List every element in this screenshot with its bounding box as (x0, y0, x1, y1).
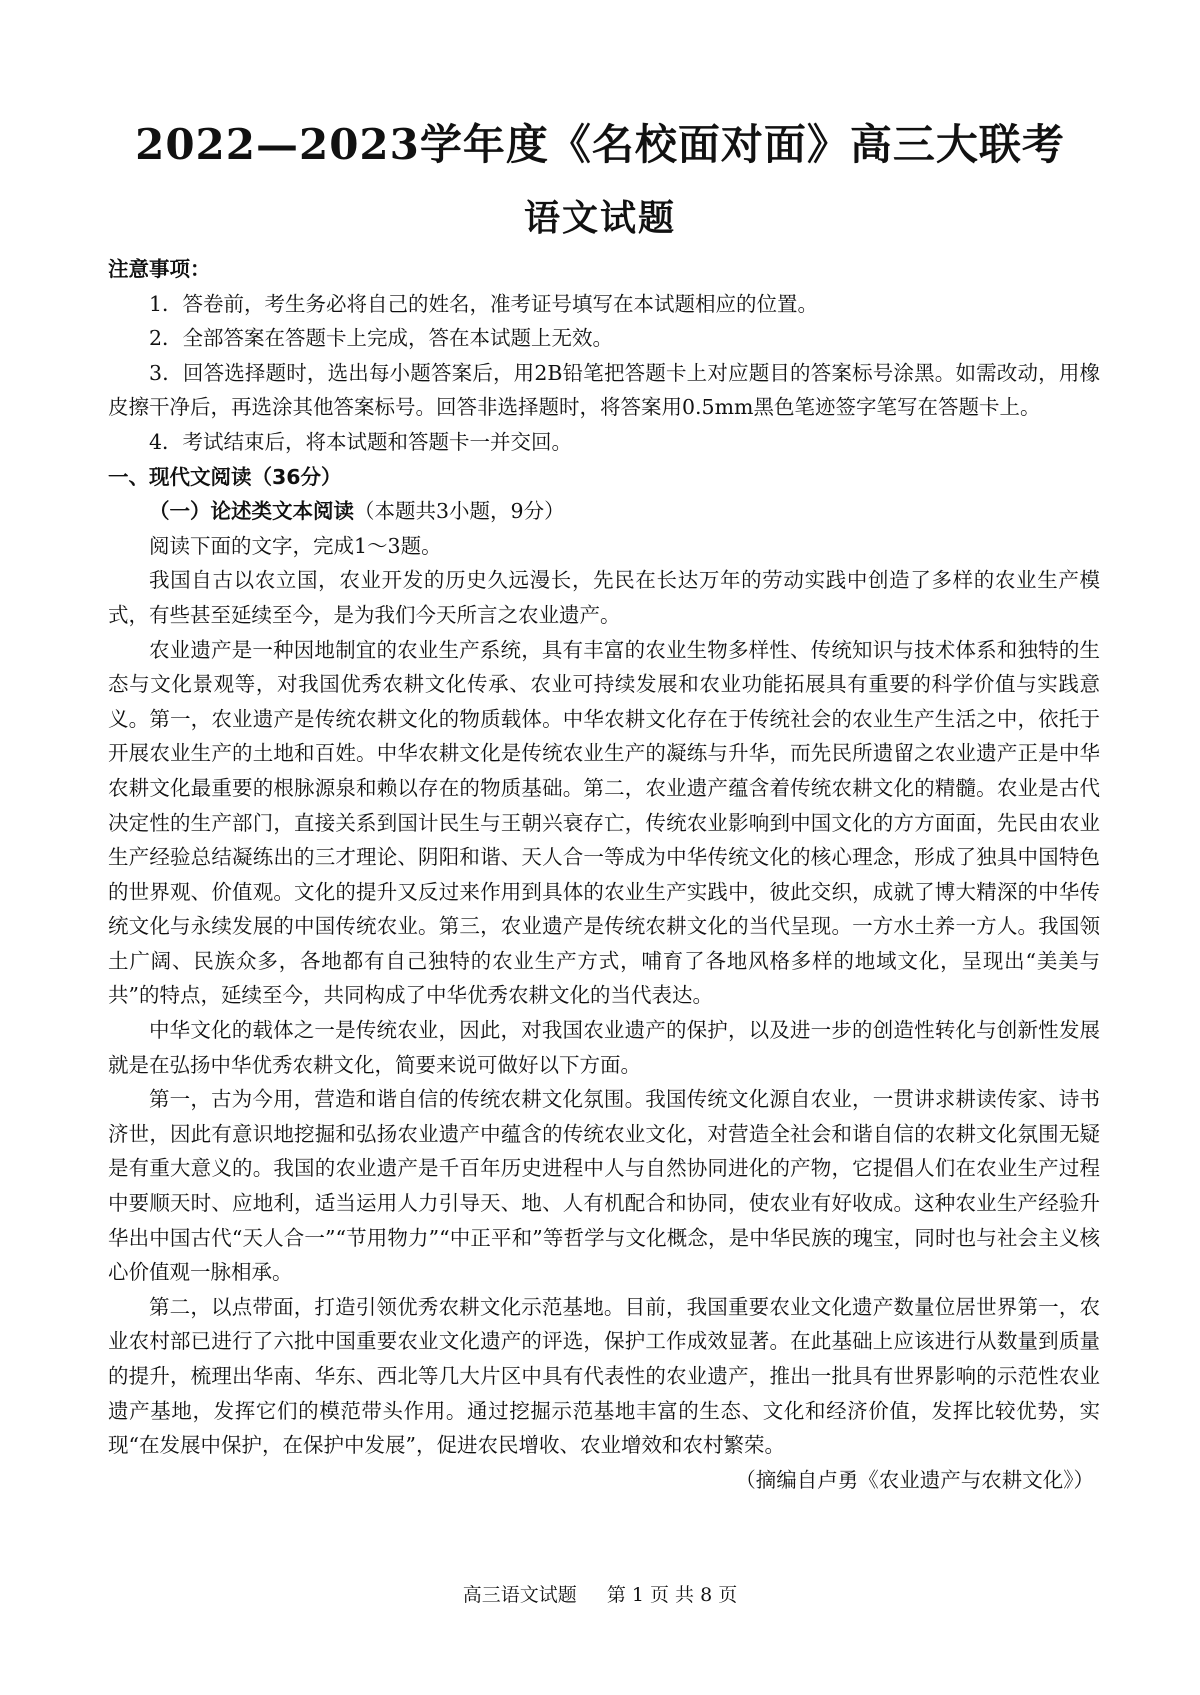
section-title: 一、现代文阅读（36分） (108, 464, 342, 489)
notice-item: 2．全部答案在答题卡上完成，答在本试题上无效。 (149, 326, 614, 351)
passage-paragraph: 第一，古为今用，营造和谐自信的传统农耕文化氛围。我国传统文化源自农业，一贯讲求耕读传家、诗书济世，因此有意识地挖掘和弘扬农业遗产中蕴含的传统农业文化，对营造全社会和谐自信的农耕文化氛围无疑是有重大意义的。我国的农业遗产是千百年历史进程中人与自然协同进化的产物，它提倡人们在农业生产过程中要顺天时、应地利，适当运用人力引导天、地、人有机配合和协同，使农业有好收成。这种农业生产经验升华出中国古代“天人合一”“节用物力”“中正平和”等哲学与文化概念，是中华民族的瑰宝，同时也与社会主义核心价值观一脉相承。 (108, 1087, 1100, 1285)
subsection-heading (108, 494, 1100, 529)
passage-source: （摘编自卢勇《农业遗产与农耕文化》） (735, 1467, 1094, 1492)
passage-paragraph: 农业遗产是一种因地制宜的农业生产系统，具有丰富的农业生物多样性、传统知识与技术体系和独特的生态与文化景观等，对我国优秀农耕文化传承、农业可持续发展和农业功能拓展具有重要的科学价值与实践意义。第一，农业遗产是传统农耕文化的物质载体。中华农耕文化存在于传统社会的农业生产生活之中，依托于开展农业生产的土地和百姓。中华农耕文化是传统农业生产的凝练与升华，而先民所遗留之农业遗产正是中华农耕文化最重要的根脉源泉和赖以存在的物质基础。第二，农业遗产蕴含着传统农耕文化的精髓。农业是古代决定性的生产部门，直接关系到国计民生与王朝兴衰存亡，传统农业影响到中国文化的方方面面，先民由农业生产经验总结凝练出的三才理论、阴阳和谐、天人合一等成为中华传统文化的核心理念，形成了独具中国特色的世界观、价值观。文化的提升又反过来作用到具体的农业生产实践中，彼此交织，成就了博大精深的中华传统文化与永续发展的中国传统农业。第三，农业遗产是传统农耕文化的当代呈现。一方水土养一方人。我国领土广阔、民族众多，各地都有自己独特的农业生产方式，哺育了各地风格多样的地域文化，呈现出“美美与共”的特点，延续至今，共同构成了中华优秀农耕文化的当代表达。 (108, 637, 1100, 1008)
notice-item: 1．答卷前，考生务必将自己的姓名，准考证号填写在本试题相应的位置。 (149, 291, 819, 316)
subsection-title: （一）论述类文本阅读 (149, 499, 354, 524)
reading-instruction: 阅读下面的文字，完成1～3题。 (149, 533, 442, 558)
exam-title: 2022—2023学年度《名校面对面》高三大联考 (135, 120, 1065, 169)
subsection-note: （本题共3小题，9分） (354, 499, 565, 524)
footer-page-number: 第 1 页 共 8 页 (606, 1584, 738, 1606)
passage-paragraph: 我国自古以农立国，农业开发的历史久远漫长，先民在长达万年的劳动实践中创造了多样的农业生产模式，有些甚至延续至今，是为我们今天所言之农业遗产。 (108, 568, 1100, 627)
notice-item: 3．回答选择题时，选出每小题答案后，用2B铅笔把答题卡上对应题目的答案标号涂黑。如需改动，用橡皮擦干净后，再选涂其他答案标号。回答非选择题时，将答案用0.5mm黑色笔迹签字笔写在答题卡上。 (108, 360, 1100, 420)
footer-exam-name: 高三语文试题 (462, 1584, 577, 1606)
page-footer (0, 1580, 1200, 1607)
notice-item: 4．考试结束后，将本试题和答题卡一并交回。 (149, 429, 573, 454)
passage-paragraph: 中华文化的载体之一是传统农业，因此，对我国农业遗产的保护，以及进一步的创造性转化与创新性发展就是在弘扬中华优秀农耕文化，简要来说可做好以下方面。 (108, 1018, 1100, 1077)
exam-body (108, 252, 1100, 1497)
passage-paragraph: 第二，以点带面，打造引领优秀农耕文化示范基地。目前，我国重要农业文化遗产数量位居世界第一，农业农村部已进行了六批中国重要农业文化遗产的评选，保护工作成效显著。在此基础上应该进行从数量到质量的提升，梳理出华南、华东、西北等几大片区中具有代表性的农业遗产，推出一批具有世界影响的示范性农业遗产基地，发挥它们的模范带头作用。通过挖掘示范基地丰富的生态、文化和经济价值，发挥比较优势，实现“在发展中保护，在保护中发展”，促进农民增收、农业增效和农村繁荣。 (108, 1294, 1100, 1458)
exam-subtitle: 语文试题 (523, 197, 676, 239)
notice-heading: 注意事项： (108, 257, 211, 281)
